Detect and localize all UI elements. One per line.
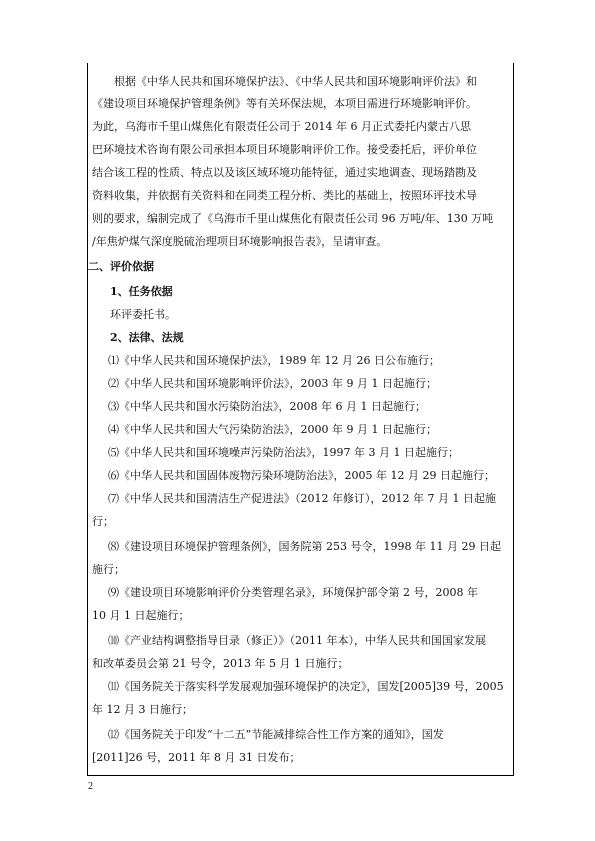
law-item: ⑶《中华人民共和国水污染防治法》，2008 年 6 月 1 日起施行；: [108, 400, 426, 413]
law-item: ⑿《国务院关于印发“十二五”节能减排综合性工作方案的通知》，国发: [108, 728, 444, 741]
intro-line: 为此，乌海市千里山煤焦化有限责任公司于 2014 年 6 月正式委托内蒙古八思: [92, 120, 471, 133]
law-item: ⑾《国务院关于落实科学发展观加强环境保护的决定》，国发[2005]39 号，2005: [108, 680, 504, 693]
intro-line: 结合该工程的性质、特点以及该区域环境功能特征，通过实地调查、现场踏勘及: [92, 166, 477, 179]
section-heading: 二、评价依据: [88, 260, 154, 273]
law-item: ⑻《建设项目环境保护管理条例》，国务院第 253 号令，1998 年 11 月 29 日起: [108, 540, 501, 553]
intro-line: 《建设项目环境保护管理条例》等有关环保法规，本项目需进行环境影响评价。: [92, 97, 477, 110]
intro-line: 巴环境技术咨询有限公司承担本项目环境影响评价工作。接受委托后，评价单位: [92, 143, 477, 156]
intro-line: 根据《中华人民共和国环境保护法》、《中华人民共和国环境影响评价法》和: [114, 75, 477, 88]
task-basis-text: 环评委托书。: [110, 308, 176, 321]
law-item: ⑽《产业结构调整指导目录（修正）》（2011 年本），中华人民共和国国家发展: [108, 634, 486, 647]
law-item: ⑵《中华人民共和国环境影响评价法》，2003 年 9 月 1 日起施行；: [108, 377, 437, 390]
law-item-continued: 和改革委员会第 21 号令，2013 年 5 月 1 日施行；: [92, 657, 349, 670]
law-item-continued: 年 12 月 3 日施行；: [92, 703, 193, 716]
law-item-continued: 施行；: [92, 563, 125, 576]
law-item: ⑸《中华人民共和国环境噪声污染防治法》，1997 年 3 月 1 日起施行；: [108, 446, 459, 459]
intro-line: 资料收集，并依据有关资料和在同类工程分析、类比的基础上，按照环评技术导: [92, 189, 477, 202]
law-item-continued: [2011]26 号，2011 年 8 月 31 日发布；: [92, 751, 301, 764]
page-number: 2: [88, 781, 93, 792]
laws-heading: 2、法律、法规: [110, 331, 184, 344]
intro-line: 则的要求，编制完成了《乌海市千里山煤焦化有限责任公司 96 万吨/年、130 万吨: [92, 212, 494, 225]
law-item-continued: 10 月 1 日起施行；: [92, 609, 190, 622]
intro-line: /年焦炉煤气深度脱硫治理项目环境影响报告表》，呈请审查。: [92, 235, 388, 248]
law-item: ⑹《中华人民共和国固体废物污染环境防治法》，2005 年 12 月 29 日起施行；: [108, 469, 495, 482]
law-item: ⑺《中华人民共和国清洁生产促进法》（2012 年修订），2012 年 7 月 1 日起施: [108, 492, 496, 505]
task-basis-heading: 1、任务依据: [110, 285, 173, 298]
law-item: ⑴《中华人民共和国环境保护法》，1989 年 12 月 26 日公布施行；: [108, 354, 440, 367]
law-item: ⑼《建设项目环境影响评价分类管理名录》，环境保护部令第 2 号，2008 年: [108, 586, 478, 599]
law-item: ⑷《中华人民共和国大气污染防治法》，2000 年 9 月 1 日起施行；: [108, 423, 437, 436]
law-item-continued: 行；: [92, 515, 114, 528]
